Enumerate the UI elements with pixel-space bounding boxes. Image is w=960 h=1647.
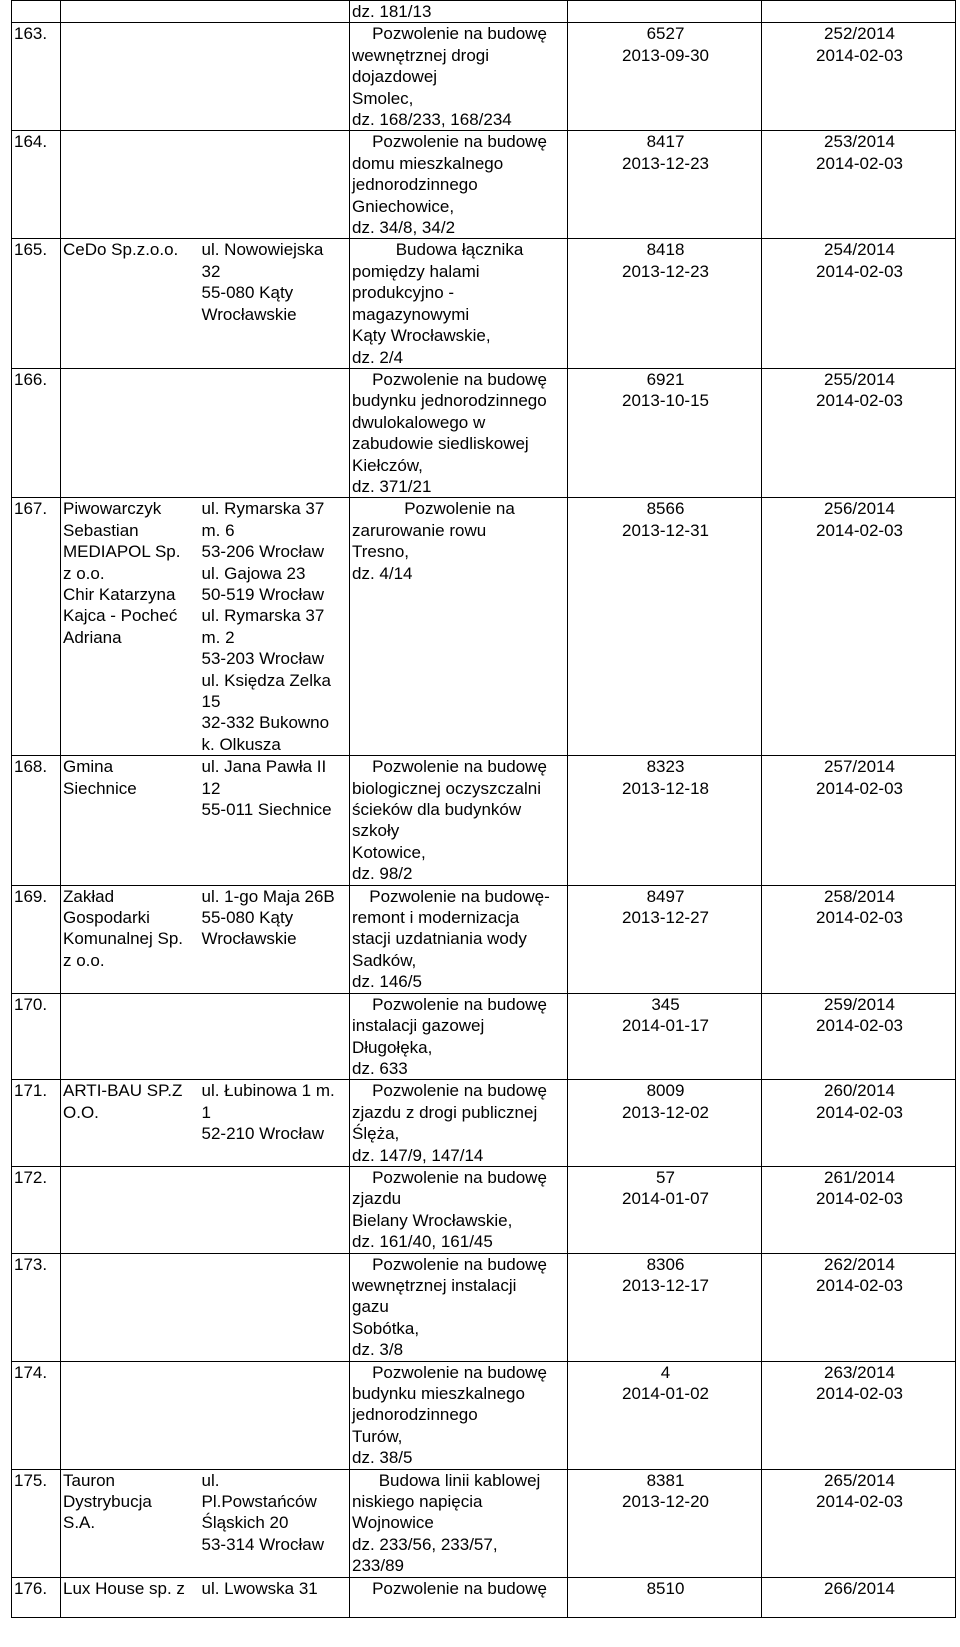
cell-no: 163. xyxy=(12,23,61,131)
description-line: Budowa łącznika xyxy=(395,240,524,260)
cell-address xyxy=(200,23,350,131)
cell-decision xyxy=(762,1,956,23)
cell-decision xyxy=(762,1577,956,1617)
description-line: budynku jednorodzinnego xyxy=(352,391,547,411)
cell-description xyxy=(350,885,568,993)
description-line: Pozwolenie na budowę xyxy=(372,24,547,44)
cell-number-date xyxy=(568,756,762,885)
cell-number-date xyxy=(568,368,762,497)
permits-table xyxy=(11,0,956,1618)
description-line: Pozwolenie na budowę xyxy=(372,757,547,777)
cell-decision xyxy=(762,23,956,131)
reference-number: 8418 xyxy=(646,240,685,260)
description-line: zjazdu xyxy=(352,1189,402,1209)
description-line: pomiędzy halami xyxy=(352,261,480,281)
address-line: m. 6 xyxy=(201,520,235,540)
name-line: CeDo Sp.z.o.o. xyxy=(63,240,179,260)
address-line: k. Olkusza xyxy=(201,734,281,754)
reference-date: 2014-01-17 xyxy=(622,1016,709,1036)
decision-number: 254/2014 xyxy=(824,240,895,260)
name-line: Siechnice xyxy=(63,778,137,798)
cell-address xyxy=(200,1469,350,1577)
reference-date: 2013-10-15 xyxy=(622,391,709,411)
description-line: domu mieszkalnego xyxy=(352,153,504,173)
cell-description xyxy=(350,1469,568,1577)
cell-description xyxy=(350,993,568,1080)
table-row xyxy=(12,885,956,993)
cell-name xyxy=(61,1166,200,1253)
cell-decision xyxy=(762,1469,956,1577)
address-line: 53-203 Wrocław xyxy=(201,649,325,669)
description-line: 233/89 xyxy=(352,1556,404,1576)
cell-description xyxy=(350,756,568,885)
name-line: z o.o. xyxy=(63,950,105,970)
permits-table-body xyxy=(12,1,956,1618)
address-line: m. 2 xyxy=(201,627,235,647)
cell-number-date xyxy=(568,993,762,1080)
reference-date: 2014-01-07 xyxy=(622,1189,709,1209)
cell-name xyxy=(61,756,200,885)
cell-decision xyxy=(762,1080,956,1167)
cell-no: 175. xyxy=(12,1469,61,1577)
cell-number-date xyxy=(568,1166,762,1253)
reference-date: 2013-12-18 xyxy=(622,778,709,798)
description-line: gazu xyxy=(352,1297,389,1317)
reference-number: 4 xyxy=(660,1362,671,1382)
table-row xyxy=(12,1361,956,1469)
decision-date: 2014-02-03 xyxy=(816,1384,903,1403)
cell-number-date xyxy=(568,131,762,239)
address-line: ul. Lwowska 31 xyxy=(201,1578,318,1598)
description-line: Kąty Wrocławskie, xyxy=(352,326,491,346)
name-line: Zakład xyxy=(63,886,115,906)
reference-date: 2013-12-17 xyxy=(622,1275,709,1295)
table-row xyxy=(12,368,956,497)
description-line: Wojnowice xyxy=(352,1513,434,1533)
address-line: ul. Nowowiejska xyxy=(201,240,324,260)
address-line: 52-210 Wrocław xyxy=(201,1124,325,1144)
cell-decision xyxy=(762,993,956,1080)
cell-description xyxy=(350,131,568,239)
description-line: szkoły xyxy=(352,821,400,841)
decision-number: 260/2014 xyxy=(824,1081,895,1101)
cell-address xyxy=(200,1166,350,1253)
table-row xyxy=(12,1577,956,1617)
address-line: 15 xyxy=(201,692,221,711)
name-line: Chir Katarzyna xyxy=(63,584,176,604)
decision-date: 2014-02-03 xyxy=(816,45,903,65)
address-line: ul. xyxy=(201,1470,220,1490)
description-line: biologicznej oczyszczalni xyxy=(352,778,541,798)
decision-number: 257/2014 xyxy=(824,757,895,777)
reference-date: 2013-12-23 xyxy=(622,153,709,173)
description-line: dz. 2/4 xyxy=(352,347,404,367)
description-line: zjazdu z drogi publicznej xyxy=(352,1102,538,1122)
description-line: dz. 4/14 xyxy=(352,563,413,583)
address-line: 50-519 Wrocław xyxy=(201,584,325,604)
cell-no: 165. xyxy=(12,239,61,368)
cell-name xyxy=(61,1253,200,1361)
reference-date: 2013-09-30 xyxy=(622,45,709,65)
description-line: Pozwolenie na budowę- xyxy=(369,886,550,906)
decision-number: 261/2014 xyxy=(824,1167,895,1187)
description-line: instalacji gazowej xyxy=(352,1016,485,1036)
description-line: Turów, xyxy=(352,1426,403,1446)
cell-description xyxy=(350,1577,568,1617)
table-row xyxy=(12,756,956,885)
decision-date: 2014-02-03 xyxy=(816,778,903,798)
cell-name xyxy=(61,1080,200,1167)
decision-number: 263/2014 xyxy=(824,1362,895,1382)
cell-number-date xyxy=(568,1080,762,1167)
description-line: dz. 233/56, 233/57, xyxy=(352,1534,498,1554)
description-line: magazynowymi xyxy=(352,304,470,324)
reference-date: 2014-01-02 xyxy=(622,1384,709,1403)
reference-number: 6527 xyxy=(646,24,685,44)
description-line: jednorodzinnego xyxy=(352,175,478,195)
description-line: Pozwolenie na budowę xyxy=(372,132,547,152)
reference-number: 8510 xyxy=(646,1578,685,1598)
cell-address xyxy=(200,368,350,497)
table-row xyxy=(12,239,956,368)
address-line: 12 xyxy=(201,778,221,798)
cell-address xyxy=(200,498,350,756)
cell-number-date xyxy=(568,1253,762,1361)
table-row-top xyxy=(12,1,956,23)
description-line: Pozwolenie na xyxy=(404,499,515,519)
decision-date: 2014-02-03 xyxy=(816,1492,903,1512)
cell-decision xyxy=(762,131,956,239)
cell-decision xyxy=(762,368,956,497)
cell-number-date xyxy=(568,1577,762,1617)
address-line: ul. Rymarska 37 xyxy=(201,606,325,626)
description-line: Kotowice, xyxy=(352,842,426,862)
description-line: Sadków, xyxy=(352,950,417,970)
description-line: dz. 633 xyxy=(352,1058,408,1078)
cell-name xyxy=(61,23,200,131)
address-line: 55-011 Siechnice xyxy=(201,800,332,820)
address-line: Wrocławskie xyxy=(201,304,297,324)
name-line: Gmina xyxy=(63,757,114,777)
reference-number: 6921 xyxy=(646,369,685,389)
reference-date: 2013-12-23 xyxy=(622,261,709,281)
cell-name xyxy=(61,885,200,993)
decision-number: 253/2014 xyxy=(824,132,895,152)
name-line: Dystrybucja xyxy=(63,1492,152,1512)
table-row xyxy=(12,993,956,1080)
cell-no: 173. xyxy=(12,1253,61,1361)
address-line: 32 xyxy=(201,261,221,281)
address-line: Wrocławskie xyxy=(201,929,297,949)
reference-number: 8381 xyxy=(646,1470,685,1490)
cell-number-date xyxy=(568,1469,762,1577)
cell-no: 166. xyxy=(12,368,61,497)
cell-name xyxy=(61,993,200,1080)
description-line: Bielany Wrocławskie, xyxy=(352,1210,513,1230)
name-line: Lux House sp. z xyxy=(63,1578,185,1598)
description-line: dz. 3/8 xyxy=(352,1340,404,1360)
description-line: dz. 168/233, 168/234 xyxy=(352,110,512,130)
reference-number: 8497 xyxy=(646,886,685,906)
table-row xyxy=(12,1080,956,1167)
description-line: Kiełczów, xyxy=(352,455,423,475)
cell-decision xyxy=(762,885,956,993)
cell-no: 174. xyxy=(12,1361,61,1469)
address-line: 55-080 Kąty xyxy=(201,908,294,928)
description-line: Pozwolenie na budowę xyxy=(372,994,547,1014)
description-line: Sobótka, xyxy=(352,1318,420,1338)
cell-address xyxy=(200,1253,350,1361)
address-line: 53-314 Wrocław xyxy=(201,1534,325,1554)
cell-name xyxy=(61,498,200,756)
description-line: wewnętrznej instalacji xyxy=(352,1275,517,1295)
address-line: 53-206 Wrocław xyxy=(201,542,325,562)
description-line: ścieków dla budynków xyxy=(352,800,522,820)
address-line: 55-080 Kąty xyxy=(201,283,294,303)
cell-no: 167. xyxy=(12,498,61,756)
description-line: budynku mieszkalnego xyxy=(352,1384,525,1403)
cell-description xyxy=(350,239,568,368)
cell-address xyxy=(200,1577,350,1617)
decision-number: 266/2014 xyxy=(824,1578,895,1598)
description-line: stacji uzdatniania wody xyxy=(352,929,527,949)
name-line: O.O. xyxy=(63,1102,99,1122)
cell-no: 172. xyxy=(12,1166,61,1253)
cell-decision xyxy=(762,239,956,368)
name-line: MEDIAPOL Sp. xyxy=(63,542,181,562)
description-line: dojazdowej xyxy=(352,67,438,87)
description-line: Długołęka, xyxy=(352,1037,433,1057)
description-line: wewnętrznej drogi xyxy=(352,45,490,65)
cell-description xyxy=(350,1080,568,1167)
address-line: ul. 1-go Maja 26B xyxy=(201,886,335,906)
description-line: dz. 147/9, 147/14 xyxy=(352,1145,484,1165)
cell-no: 168. xyxy=(12,756,61,885)
table-row xyxy=(12,131,956,239)
cell-number-date xyxy=(568,885,762,993)
cell-name xyxy=(61,1577,200,1617)
table-row xyxy=(12,1469,956,1577)
description-line: Gniechowice, xyxy=(352,196,455,216)
cell-address xyxy=(200,885,350,993)
reference-number: 57 xyxy=(656,1167,675,1187)
cell-number-date xyxy=(568,239,762,368)
description-line: Pozwolenie na budowę xyxy=(372,1081,547,1101)
address-line: ul. Księdza Zelka xyxy=(201,670,331,690)
reference-date: 2013-12-31 xyxy=(622,520,709,540)
name-line: z o.o. xyxy=(63,563,105,583)
table-row xyxy=(12,1166,956,1253)
name-line: Gospodarki xyxy=(63,908,150,928)
description-line: Ślęża, xyxy=(352,1124,400,1144)
cell-no: 176. xyxy=(12,1577,61,1617)
reference-number: 8009 xyxy=(646,1081,685,1101)
description-line: zarurowanie rowu xyxy=(352,520,487,540)
cell-number-date xyxy=(568,1,762,23)
reference-number: 8566 xyxy=(646,499,685,519)
cell-address xyxy=(200,756,350,885)
reference-date: 2013-12-27 xyxy=(622,908,709,928)
cell-no: 170. xyxy=(12,993,61,1080)
description-line: niskiego napięcia xyxy=(352,1492,483,1512)
address-line: ul. Łubinowa 1 m. xyxy=(201,1081,335,1101)
address-line: Pl.Powstańców xyxy=(201,1492,317,1512)
description-line: Pozwolenie na budowę xyxy=(372,1578,547,1598)
description-line: dwulokalowego w xyxy=(352,412,486,432)
description-line: Tresno, xyxy=(352,542,410,562)
cell-no: 169. xyxy=(12,885,61,993)
reference-number: 345 xyxy=(651,994,680,1014)
reference-number: 8306 xyxy=(646,1254,685,1274)
description-line: Pozwolenie na budowę xyxy=(372,1167,547,1187)
decision-date: 2014-02-03 xyxy=(816,908,903,928)
decision-date: 2014-02-03 xyxy=(816,261,903,281)
description-line: jednorodzinnego xyxy=(352,1405,478,1425)
address-line: ul. Jana Pawła II xyxy=(201,757,327,777)
description-line: dz. 98/2 xyxy=(352,864,413,884)
cell-address xyxy=(200,1,350,23)
description-line: dz. 146/5 xyxy=(352,972,422,992)
cell-no: 171. xyxy=(12,1080,61,1167)
cell-no: 164. xyxy=(12,131,61,239)
name-line: Piwowarczyk xyxy=(63,499,162,519)
decision-date: 2014-02-03 xyxy=(816,1016,903,1036)
decision-date: 2014-02-03 xyxy=(816,1102,903,1122)
description-line: Pozwolenie na budowę xyxy=(372,369,547,389)
decision-number: 255/2014 xyxy=(824,369,895,389)
cell-name xyxy=(61,239,200,368)
name-line: Komunalnej Sp. xyxy=(63,929,184,949)
cell-name xyxy=(61,1469,200,1577)
name-line: Sebastian xyxy=(63,520,139,540)
cell-address xyxy=(200,239,350,368)
description-line: dz. 181/13 xyxy=(352,2,432,21)
cell-description xyxy=(350,1361,568,1469)
description-line: remont i modernizacja xyxy=(352,908,520,928)
description-line: dz. 371/21 xyxy=(352,476,432,496)
cell-decision xyxy=(762,1361,956,1469)
reference-date: 2013-12-02 xyxy=(622,1102,709,1122)
decision-date: 2014-02-03 xyxy=(816,1189,903,1209)
decision-date: 2014-02-03 xyxy=(816,1275,903,1295)
cell-address xyxy=(200,1361,350,1469)
cell-name xyxy=(61,368,200,497)
cell-description xyxy=(350,368,568,497)
cell-decision xyxy=(762,1166,956,1253)
decision-number: 262/2014 xyxy=(824,1254,895,1274)
address-line: 1 xyxy=(201,1102,211,1122)
cell-name xyxy=(61,131,200,239)
name-line: S.A. xyxy=(63,1513,96,1533)
name-line: Kajca - Pocheć xyxy=(63,606,178,626)
decision-date: 2014-02-03 xyxy=(816,520,903,540)
cell-no xyxy=(12,1,61,23)
decision-number: 256/2014 xyxy=(824,499,895,519)
cell-address xyxy=(200,1080,350,1167)
name-line: Adriana xyxy=(63,627,122,647)
table-row xyxy=(12,498,956,756)
cell-decision xyxy=(762,1253,956,1361)
decision-date: 2014-02-03 xyxy=(816,391,903,411)
reference-date: 2013-12-20 xyxy=(622,1492,709,1512)
cell-description xyxy=(350,1166,568,1253)
cell-name xyxy=(61,1,200,23)
reference-number: 8417 xyxy=(646,132,685,152)
cell-description xyxy=(350,1,568,23)
name-line: ARTI-BAU SP.Z xyxy=(63,1081,183,1101)
description-line: Smolec, xyxy=(352,88,414,108)
description-line: dz. 161/40, 161/45 xyxy=(352,1232,493,1252)
decision-number: 252/2014 xyxy=(824,24,895,44)
description-line: Pozwolenie na budowę xyxy=(372,1362,547,1382)
cell-number-date xyxy=(568,498,762,756)
cell-number-date xyxy=(568,1361,762,1469)
description-line: zabudowie siedliskowej xyxy=(352,434,529,454)
address-line: ul. Gajowa 23 xyxy=(201,563,306,583)
cell-number-date xyxy=(568,23,762,131)
address-line: Śląskich 20 xyxy=(201,1513,289,1533)
reference-number: 8323 xyxy=(646,757,685,777)
description-line: dz. 34/8, 34/2 xyxy=(352,218,456,238)
description-line: dz. 38/5 xyxy=(352,1448,413,1468)
description-line: Pozwolenie na budowę xyxy=(372,1254,547,1274)
decision-number: 259/2014 xyxy=(824,994,895,1014)
description-line: produkcyjno - xyxy=(352,283,455,303)
cell-description xyxy=(350,1253,568,1361)
address-line: ul. Rymarska 37 xyxy=(201,499,325,519)
cell-description xyxy=(350,498,568,756)
address-line: 32-332 Bukowno xyxy=(201,713,330,733)
cell-decision xyxy=(762,756,956,885)
name-line: Tauron xyxy=(63,1470,115,1490)
decision-date: 2014-02-03 xyxy=(816,153,903,173)
cell-address xyxy=(200,131,350,239)
decision-number: 258/2014 xyxy=(824,886,895,906)
cell-address xyxy=(200,993,350,1080)
table-row xyxy=(12,23,956,131)
table-row xyxy=(12,1253,956,1361)
cell-decision xyxy=(762,498,956,756)
cell-description xyxy=(350,23,568,131)
cell-name xyxy=(61,1361,200,1469)
decision-number: 265/2014 xyxy=(824,1470,895,1490)
description-line: Budowa linii kablowej xyxy=(378,1470,541,1490)
